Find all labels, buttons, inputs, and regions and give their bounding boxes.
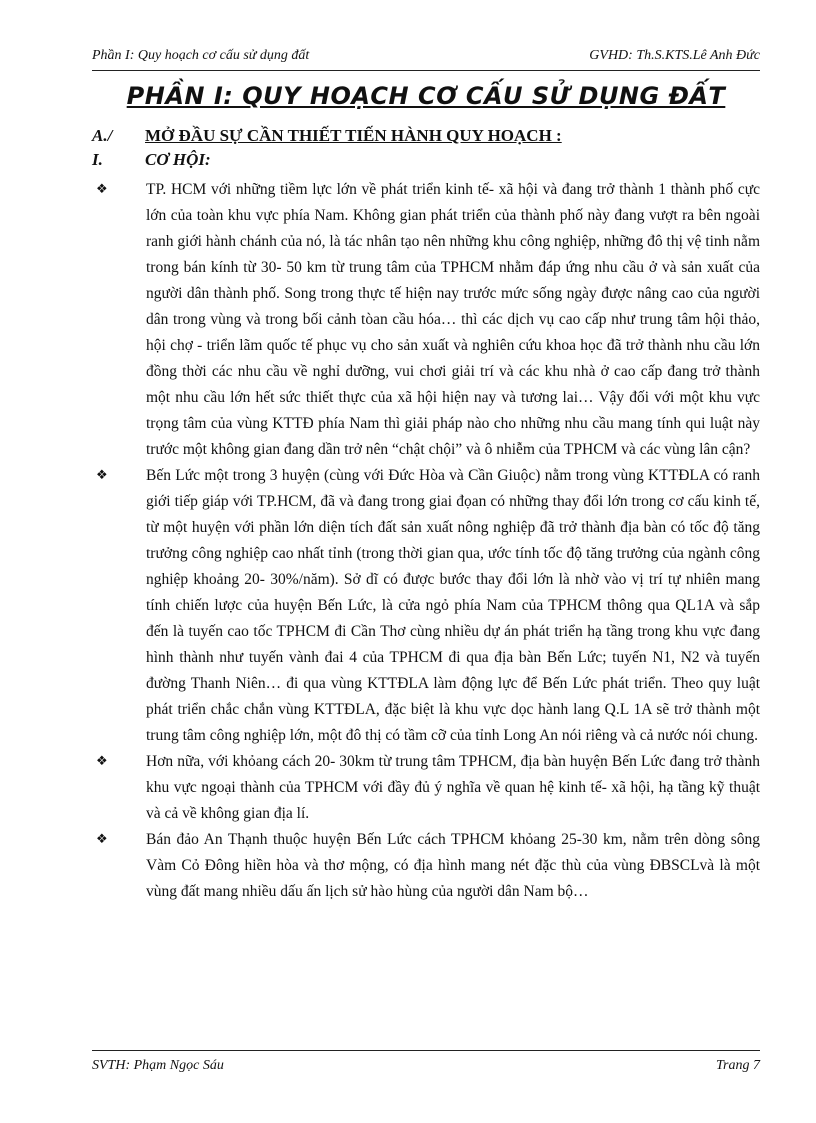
section-i-number: I. — [92, 150, 103, 169]
section-i-heading — [92, 150, 760, 170]
paragraph-text: Bến Lức một trong 3 huyện (cùng với Đức Hòa và Cần Giuộc) nằm trong vùng KTTĐLA có ranh giới tiếp giáp với TP.HCM, đã và đang trong giai đọan có những thay đổi lớn trong cơ cấu kinh tế, từ một huyện với phần lớn diện tích đất sản xuất nông nghiệp đã trở thành địa bàn có tốc độ tăng trưởng công nghiệp cao nhất tỉnh (trong thời gian qua, ước tính tốc độ tăng trưởng của ngành công nghiệp khoảng 20- 30%/năm). Sở dĩ có được bước thay đổi lớn là nhờ vào vị trí tự nhiên mang tính chiến lược của huyện Bến Lức, là cửa ngỏ phía Nam của TPHCM thông qua QL1A và sắp đến là tuyến cao tốc TPHCM đi Cần Thơ cùng nhiều dự án phát triển hạ tầng trong khu vực đang hình thành như tuyến vành đai 4 của TPHCM đi qua địa bàn Bến Lức; tuyến N1, N2 và tuyến đường Thanh Niên… đi qua vùng KTTĐLA làm động lực để Bến Lức phát triển. Theo quy luật phát triển chắc chắn vùng KTTĐLA, đặc biệt là khu vực dọc hành lang Q.L 1A sẽ trở thành một trung tâm công nghiệp lớn, một đô thị có tầm cỡ của tỉnh Long An nói riêng và cả nước nói chung. — [146, 467, 760, 744]
footer-page-number: Trang 7 — [716, 1058, 760, 1073]
diamond-bullet-icon: ❖ — [96, 832, 108, 847]
diamond-bullet-icon: ❖ — [96, 754, 108, 769]
list-item — [92, 463, 760, 749]
section-a-number: A./ — [92, 126, 113, 145]
page-footer — [92, 1058, 760, 1074]
header-divider — [92, 70, 760, 71]
diamond-bullet-icon: ❖ — [96, 182, 108, 197]
footer-student: SVTH: Phạm Ngọc Sáu — [92, 1058, 224, 1073]
paragraph-text: TP. HCM với những tiềm lực lớn về phát triển kinh tế- xã hội và đang trở thành 1 thành phố cực lớn của toàn khu vực phía Nam. Không gian phát triển của thành phố này đang vượt ra bên ngoài ranh giới hành chánh của nó, là tác nhân tạo nên những khu công nghiệp, những đô thị vệ tinh nằm trong bán kính từ 30- 50 km từ trung tâm của TPHCM nhằm đáp ứng nhu cầu ở và sản xuất của người dân thành phố. Song trong thực tế hiện nay trước mức sống ngày được nâng cao của người dân trong vùng và trong bối cảnh tòan cầu hóa… thì các dịch vụ cao cấp như trung tâm hội thảo, hội chợ - triển lãm quốc tế phục vụ cho sản xuất và nghiên cứu khoa học đã trở thành nhu cầu lớn đồng thời các nhu cầu về nghỉ dưỡng, vui chơi giải trí và các khu nhà ở cao cấp đang trở thành một nhu cầu lớn hết sức thiết thực của xã hội hiện nay và tương lai… Vậy đối với một khu vực trọng tâm của vùng KTTĐ phía Nam thì giải pháp nào cho những nhu cầu mang tính qui luật này trước một không gian đang dần trở nên “chật chội” và ô nhiễm của TPHCM và các vùng lân cận? — [146, 181, 760, 458]
page-header — [92, 48, 760, 64]
paragraph-text: Hơn nữa, với khỏang cách 20- 30km từ trung tâm TPHCM, địa bàn huyện Bến Lức đang trở thành khu vực ngoại thành của TPHCM với đầy đủ ý nghĩa về quan hệ kinh tế- xã hội, hạ tầng kỹ thuật và cả về không gian địa lí. — [146, 753, 760, 822]
header-chapter: Phần I: Quy hoạch cơ cấu sử dụng đất — [92, 48, 310, 63]
header-advisor: GVHD: Th.S.KTS.Lê Anh Đức — [589, 48, 760, 63]
section-a-title: MỞ ĐẦU SỰ CẦN THIẾT TIẾN HÀNH QUY HOẠCH : — [145, 126, 562, 145]
footer-divider — [92, 1050, 760, 1051]
section-i-title: CƠ HỘI: — [145, 150, 211, 169]
section-a-heading — [92, 126, 760, 146]
paragraph-text: Bán đảo An Thạnh thuộc huyện Bến Lức cách TPHCM khỏang 25-30 km, nằm trên dòng sông Vàm Cỏ Đông hiền hòa và thơ mộng, có địa hình mang nét đặc thù của vùng ĐBSCLvà là một vùng đất mang nhiều dấu ấn lịch sử hào hùng của người dân Nam bộ… — [146, 831, 760, 900]
diamond-bullet-icon: ❖ — [96, 468, 108, 483]
list-item — [92, 177, 760, 463]
list-item — [92, 749, 760, 827]
list-item — [92, 827, 760, 905]
body-content — [92, 177, 760, 905]
part-title: PHẦN I: QUY HOẠCH CƠ CẤU SỬ DỤNG ĐẤT — [126, 82, 726, 110]
